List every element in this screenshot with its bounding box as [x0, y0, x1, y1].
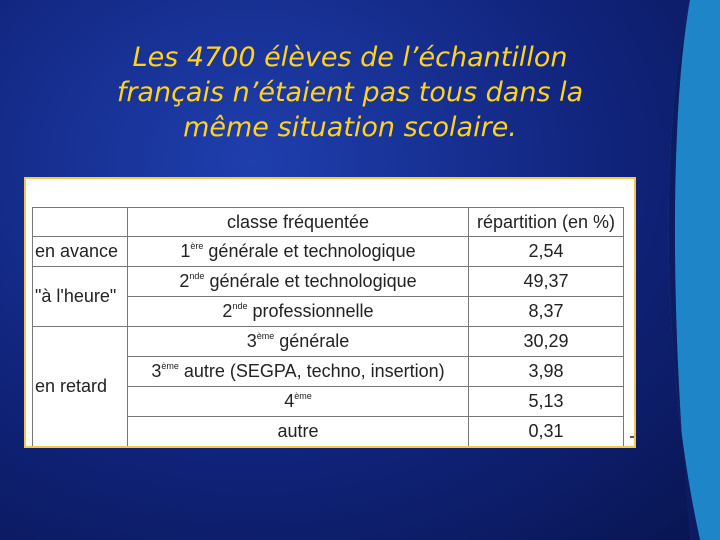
table-header-row: [33, 208, 624, 237]
slide-title: Les 4700 élèves de l’échantillon français n’étaient pas tous dans la même situation scolaire.: [116, 42, 584, 143]
table-image: [24, 177, 636, 448]
group-cell: en avance: [33, 237, 128, 267]
table-top-strip: [26, 179, 634, 207]
class-cell: 2nde générale et technologique: [128, 267, 469, 297]
class-cell: autre: [128, 417, 469, 447]
group-cell: "à l'heure": [33, 267, 128, 327]
table-row: [33, 237, 624, 267]
value-cell: 5,13: [469, 387, 624, 417]
value-cell: 30,29: [469, 327, 624, 357]
class-cell: 4ème: [128, 387, 469, 417]
header-class: classe fréquentée: [128, 208, 469, 237]
class-cell: 1ère générale et technologique: [128, 237, 469, 267]
value-cell: 8,37: [469, 297, 624, 327]
header-share: répartition (en %): [469, 208, 624, 237]
group-cell: en retard: [33, 327, 128, 447]
distribution-table: [32, 207, 624, 447]
class-cell: 2nde professionnelle: [128, 297, 469, 327]
class-cell: 3ème générale: [128, 327, 469, 357]
header-group: [33, 208, 128, 237]
class-cell: 3ème autre (SEGPA, techno, insertion): [128, 357, 469, 387]
table-row: [33, 267, 624, 297]
value-cell: 2,54: [469, 237, 624, 267]
value-cell: 3,98: [469, 357, 624, 387]
value-cell: 0,31: [469, 417, 624, 447]
value-cell: 49,37: [469, 267, 624, 297]
edge-mark: [630, 436, 634, 438]
table-row: [33, 327, 624, 357]
